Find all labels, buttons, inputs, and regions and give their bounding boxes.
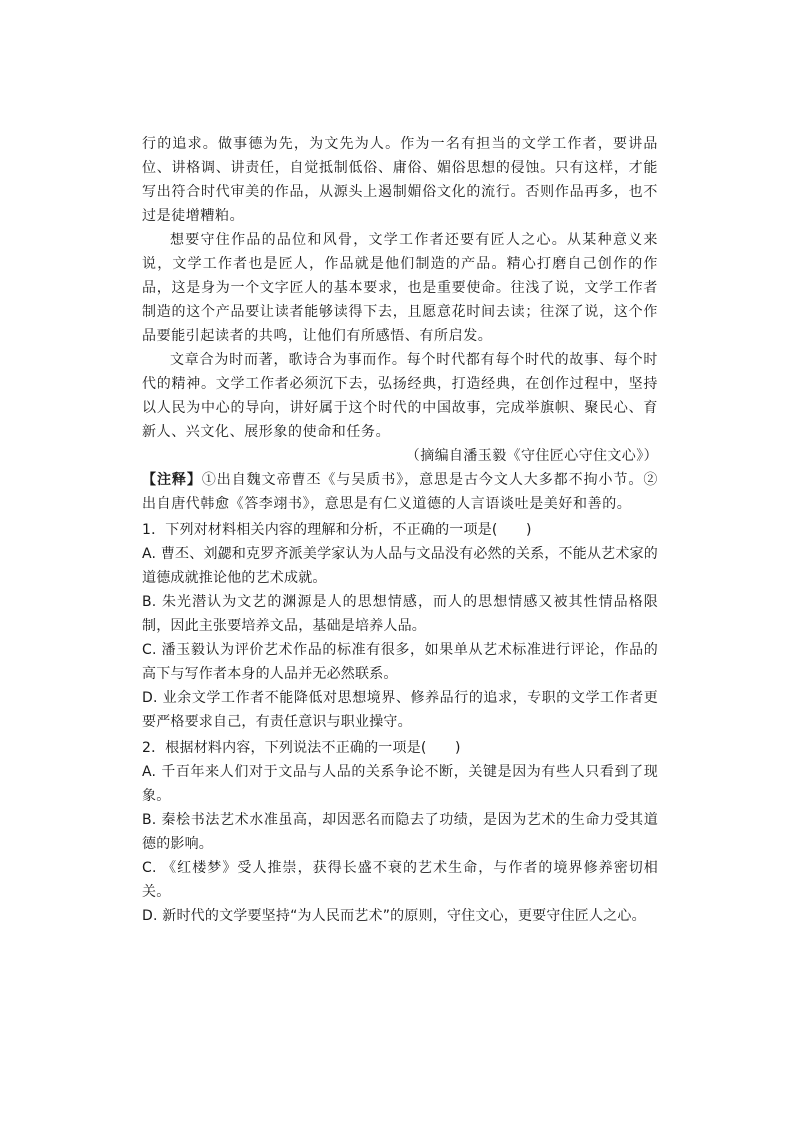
- option-a: A. 千百年来人们对于文品与人品的关系争论不断，关键是因为有些人只看到了现象。: [142, 764, 658, 804]
- passage-source: （摘编自潘玉毅《守住匠心守住文心》）: [405, 448, 658, 464]
- passage-paragraph: 想要守住作品的品位和风骨，文学工作者还要有匠人之心。从某种意义来说，文学工作者也是匠人，作品就是他们制造的产品。精心打磨自己创作的作品，这是身为一个文字匠人的基本要求，也是重要使命。往浅了说，文学工作者制造的这个产品要让读者能够读得下去，且愿意花时间去读；往深了说，这个作品要能引起读者的共鸣，让他们有所感悟、有所启发。: [142, 232, 658, 344]
- annotation-text: ①出自魏文帝曹丕《与吴质书》，意思是古今文人大多都不拘小节。②出自唐代韩愈《答李翊书》，意思是有仁义道德的人言语谈吐是美好和善的。: [142, 472, 658, 512]
- annotation-label: 【注释】: [142, 472, 202, 488]
- option-b: B. 秦桧书法艺术水准虽高，却因恶名而隐去了功绩，是因为艺术的生命力受其道德的影响。: [142, 812, 658, 852]
- option-d: D. 新时代的文学要坚持“为人民而艺术”的原则，守住文心，更要守住匠人之心。: [142, 908, 646, 924]
- option-d: D. 业余文学工作者不能降低对思想境界、修养品行的追求，专职的文学工作者更要严格要求自己，有责任意识与职业操守。: [142, 690, 658, 730]
- option-c: C. 《红楼梦》受人推崇，获得长盛不衰的艺术生命，与作者的境界修养密切相关。: [142, 860, 658, 900]
- content-area: [142, 132, 658, 928]
- option-b: B. 朱光潜认为文艺的渊源是人的思想情感，而人的思想情感又被其性情品格限制，因此主张要培养文品，基础是培养人品。: [142, 594, 658, 634]
- option-c: C. 潘玉毅认为评价艺术作品的标准有很多，如果单从艺术标准进行评论，作品的高下与写作者本身的人品并无必然联系。: [142, 642, 658, 682]
- question-stem: 1．下列对材料相关内容的理解和分析，不正确的一项是( ): [142, 522, 532, 538]
- option-a: A. 曹丕、刘勰和克罗齐派美学家认为人品与文品没有必然的关系，不能从艺术家的道德成就推论他的艺术成就。: [142, 546, 658, 586]
- passage-paragraph: 文章合为时而著，歌诗合为事而作。每个时代都有每个时代的故事、每个时代的精神。文学工作者必须沉下去，弘扬经典，打造经典，在创作过程中，坚持以人民为中心的导向，讲好属于这个时代的中国故事，完成举旗帜、聚民心、育新人、兴文化、展形象的使命和任务。: [142, 352, 658, 440]
- question-stem: 2．根据材料内容，下列说法不正确的一项是( ): [142, 740, 461, 756]
- passage-paragraph: 行的追求。做事德为先，为文先为人。作为一名有担当的文学工作者，要讲品位、讲格调、讲责任，自觉抵制低俗、庸俗、媚俗思想的侵蚀。只有这样，才能写出符合时代审美的作品，从源头上遏制媚俗文化的流行。否则作品再多，也不过是徒增糟粕。: [142, 136, 658, 224]
- question-1: [142, 518, 658, 734]
- question-2: [142, 736, 658, 928]
- annotation: [142, 468, 658, 516]
